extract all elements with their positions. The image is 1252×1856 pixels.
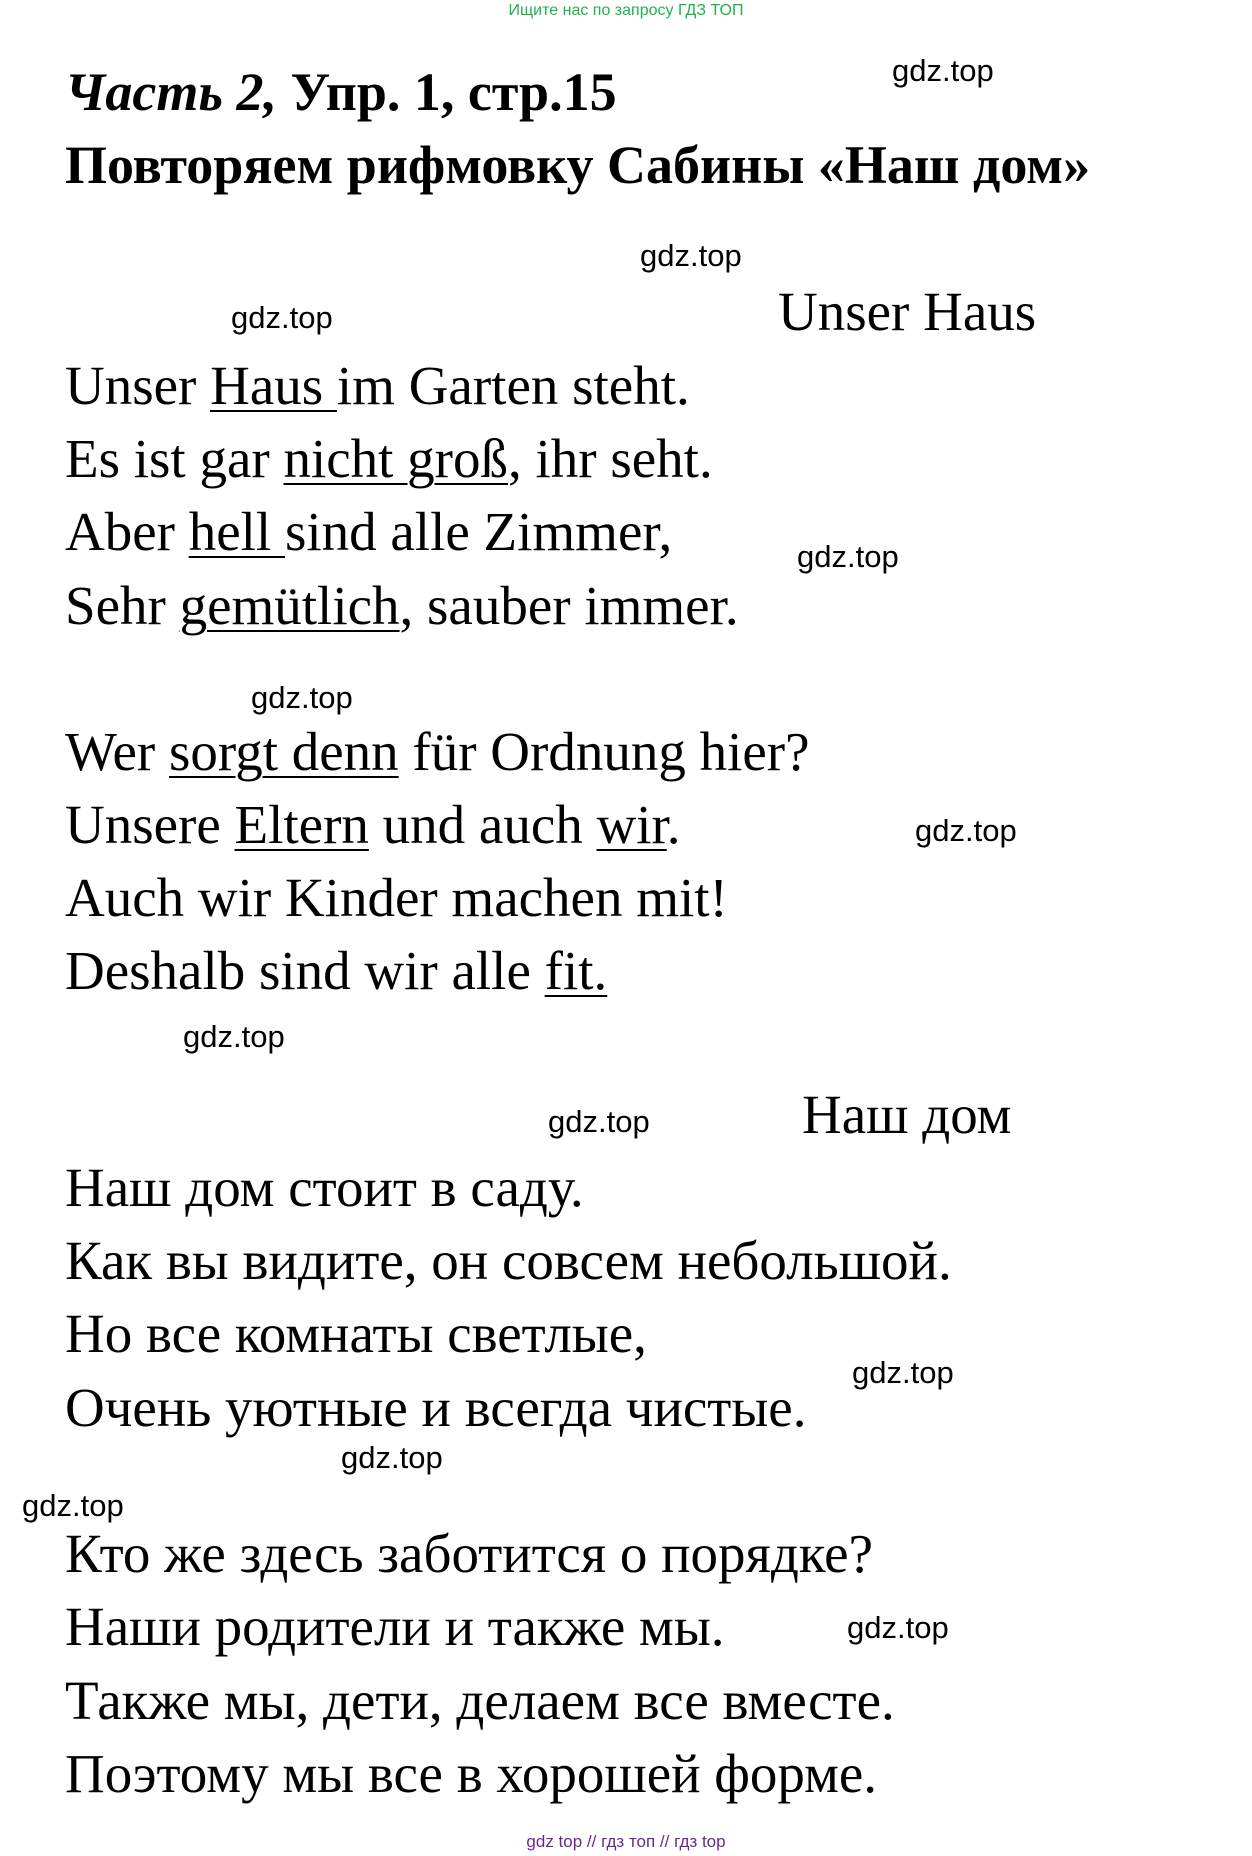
german-line: Aber hell sind alle Zimmer, bbox=[65, 501, 673, 562]
top-banner: Ищите нас по запросу ГДЗ ТОП bbox=[508, 2, 744, 19]
exercise-label: Упр. 1, стр.15 bbox=[277, 62, 617, 122]
german-line: Auch wir Kinder machen mit! bbox=[65, 867, 728, 928]
watermark: gdz.top bbox=[183, 1019, 285, 1054]
german-line: Sehr gemütlich, sauber immer. bbox=[65, 575, 739, 636]
german-line: Unser Haus im Garten steht. bbox=[65, 355, 690, 416]
russian-line: Кто же здесь заботится о порядке? bbox=[65, 1523, 874, 1584]
watermark: gdz.top bbox=[847, 1610, 949, 1645]
watermark: gdz.top bbox=[22, 1488, 124, 1523]
part-label: Часть 2, bbox=[65, 62, 278, 122]
watermark: gdz.top bbox=[640, 238, 742, 273]
german-line: Es ist gar nicht groß, ihr seht. bbox=[65, 428, 713, 489]
russian-line: Поэтому мы все в хорошей форме. bbox=[65, 1743, 878, 1804]
watermark: gdz.top bbox=[915, 813, 1017, 848]
german-line: Deshalb sind wir alle fit. bbox=[65, 940, 608, 1001]
watermark: gdz.top bbox=[892, 53, 994, 88]
german-line: Wer sorgt denn für Ordnung hier? bbox=[65, 721, 810, 782]
russian-poem-title: Наш дом bbox=[802, 1084, 1012, 1145]
watermark: gdz.top bbox=[852, 1355, 954, 1390]
russian-line: Наш дом стоит в саду. bbox=[65, 1157, 584, 1218]
watermark: gdz.top bbox=[231, 300, 333, 335]
german-poem-title: Unser Haus bbox=[778, 281, 1037, 342]
watermark: gdz.top bbox=[251, 680, 353, 715]
german-line: Unsere Eltern und auch wir. bbox=[65, 794, 681, 855]
exercise-subtitle: Повторяем рифмовку Сабины «Наш дом» bbox=[65, 135, 1091, 195]
russian-line: Очень уютные и всегда чистые. bbox=[65, 1377, 807, 1438]
watermark: gdz.top bbox=[797, 539, 899, 574]
watermark: gdz.top bbox=[341, 1440, 443, 1475]
footer-watermark: gdz top // гдз топ // гдз top bbox=[526, 1832, 726, 1851]
russian-line: Но все комнаты светлые, bbox=[65, 1303, 647, 1364]
russian-line: Наши родители и также мы. bbox=[65, 1596, 725, 1657]
russian-line: Также мы, дети, делаем все вместе. bbox=[65, 1670, 895, 1731]
russian-line: Как вы видите, он совсем небольшой. bbox=[65, 1230, 952, 1291]
exercise-heading bbox=[65, 62, 617, 122]
watermark: gdz.top bbox=[548, 1104, 650, 1139]
